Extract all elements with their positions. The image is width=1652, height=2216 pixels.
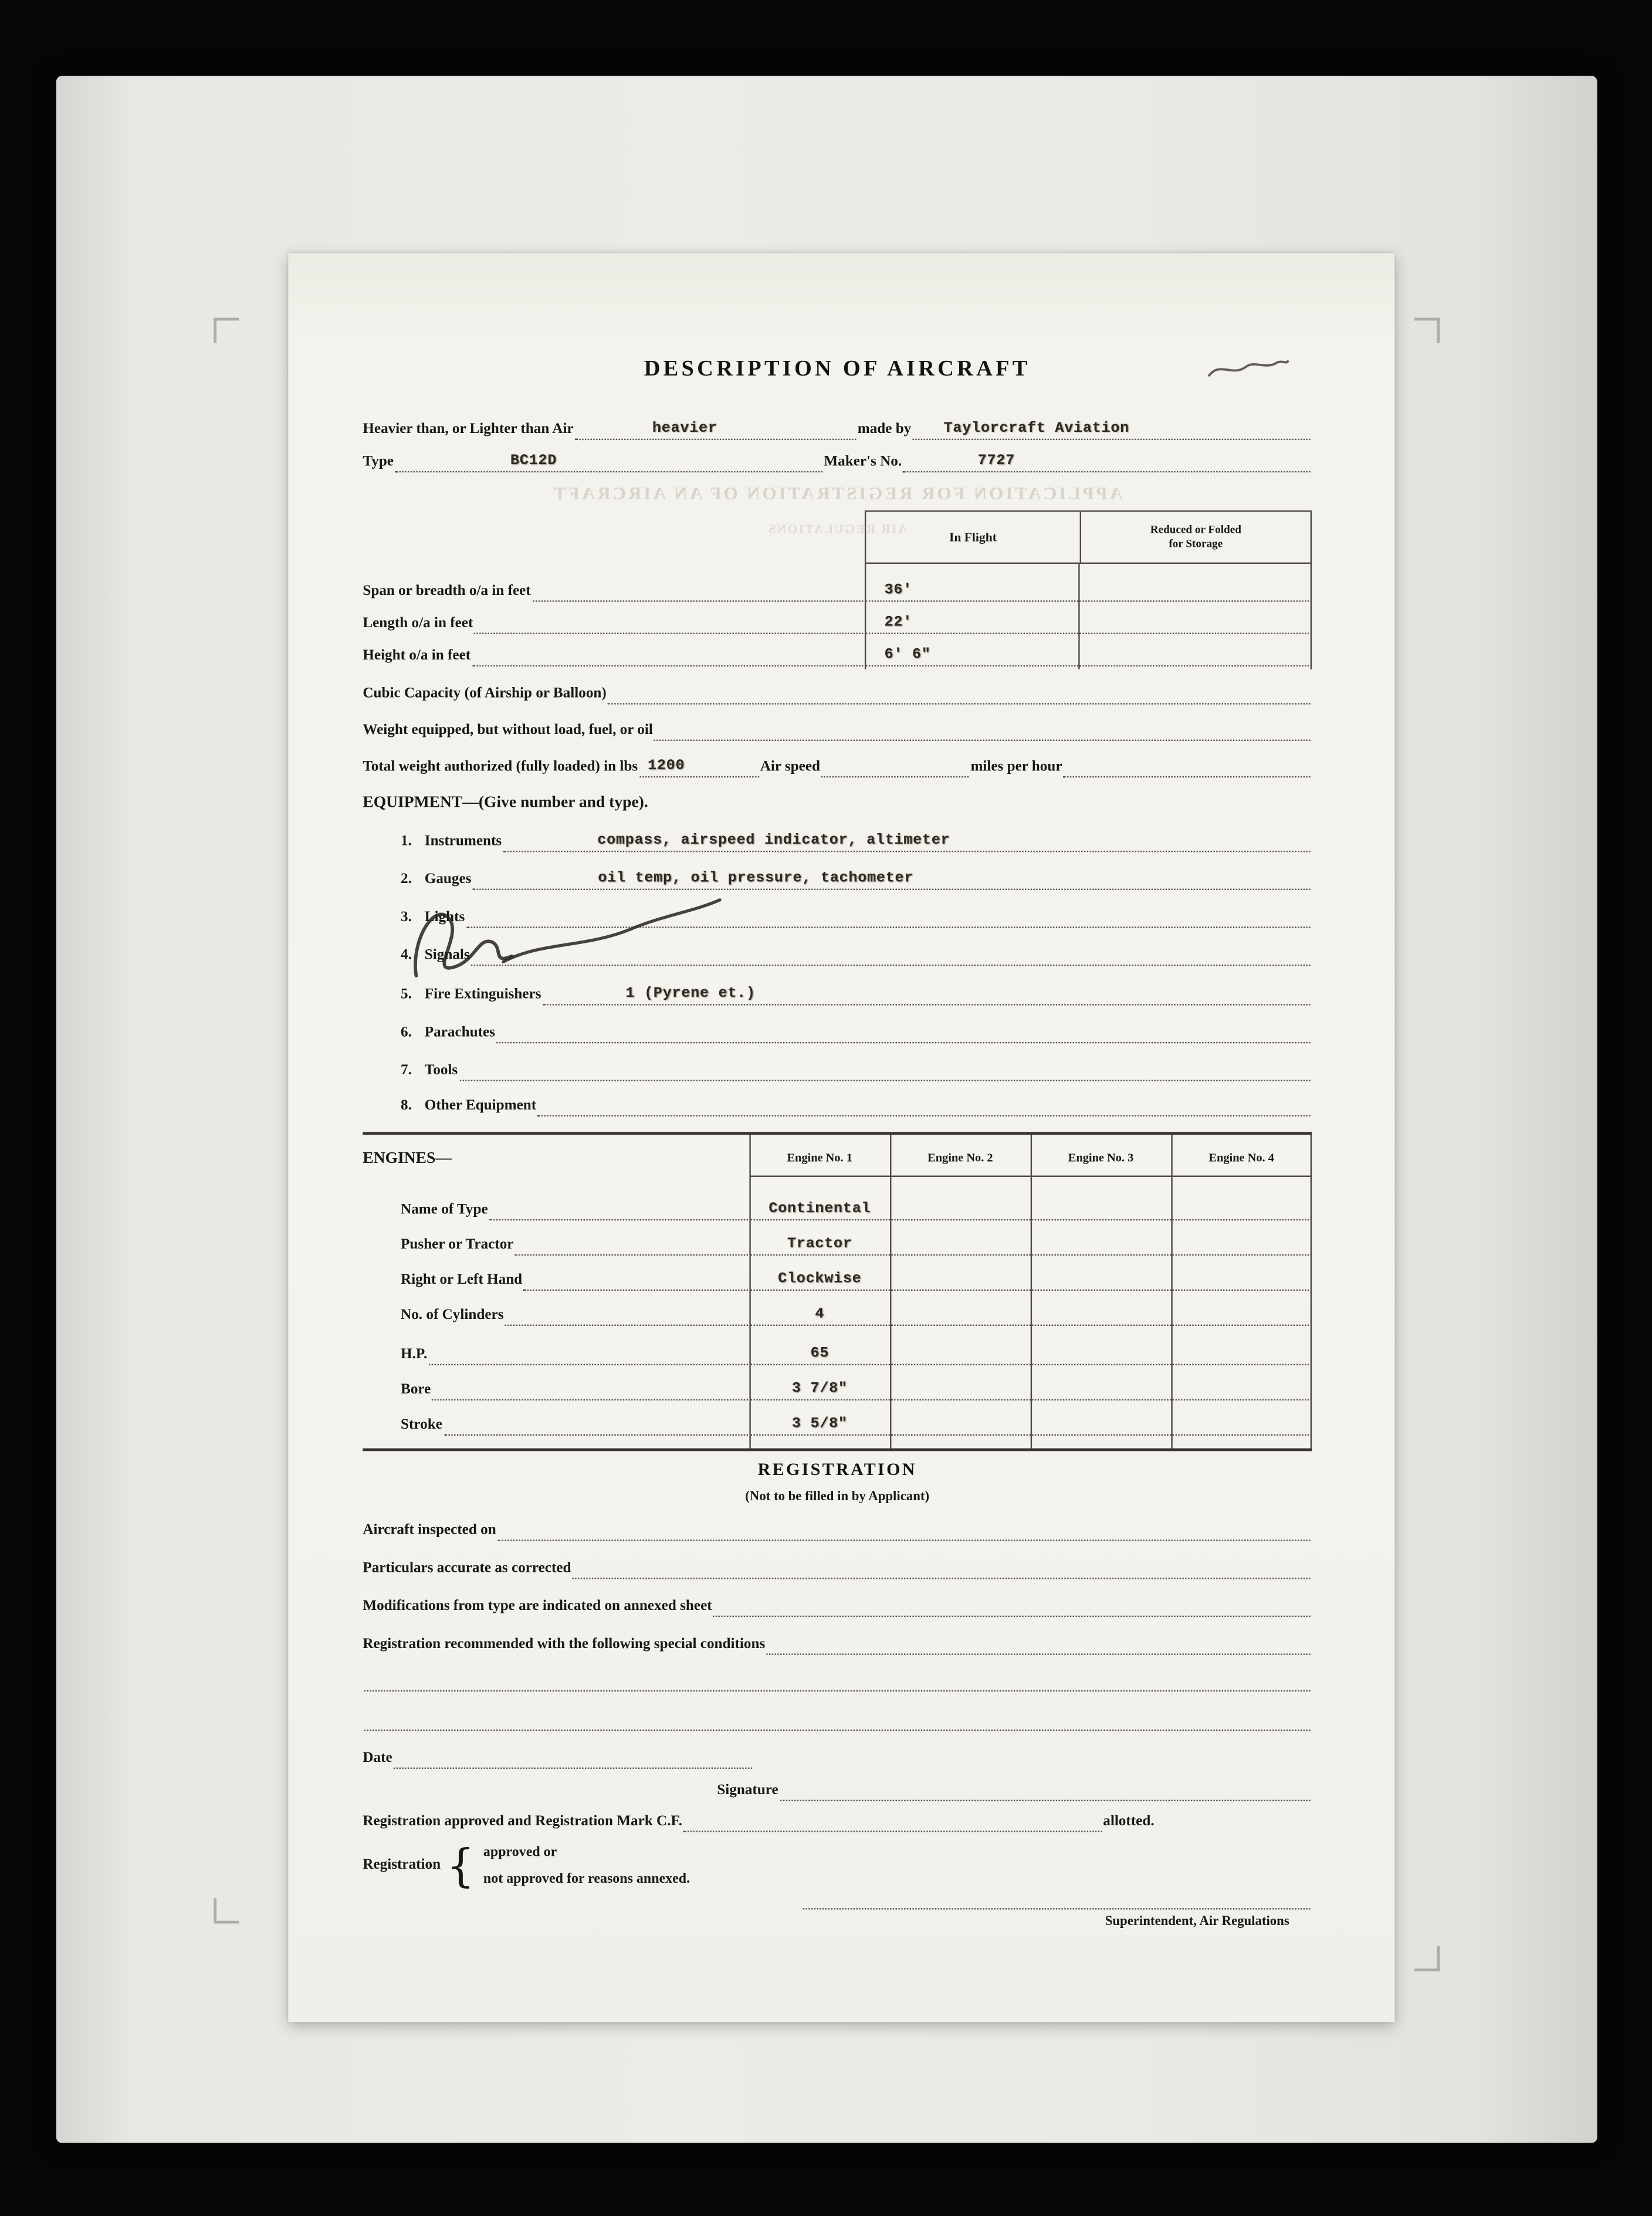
- blank-dotted-line: [363, 1669, 1312, 1691]
- cell-engine-1: [749, 1197, 890, 1221]
- field-label: Gauges: [424, 872, 472, 888]
- typed-value-makers-no: 7727: [977, 452, 1015, 470]
- cell-engine-4: [1171, 1197, 1312, 1221]
- superintendent-caption: [363, 1915, 1312, 1931]
- superintendent-signature-line: [801, 1887, 1312, 1909]
- cell-engine-1: [749, 1341, 890, 1365]
- field-label: Parachutes: [424, 1026, 496, 1041]
- registration-subheading: [363, 1482, 1312, 1507]
- cell-engine-3: [1031, 1341, 1172, 1365]
- table-rule: [890, 1135, 891, 1448]
- field-label: Other Equipment: [424, 1098, 537, 1115]
- row-length: [363, 612, 1312, 634]
- field-type-makers-no: [363, 450, 1312, 472]
- cell-engine-1: [749, 1376, 890, 1400]
- form-content: [363, 253, 1312, 2022]
- heavy-rule: [363, 1132, 1312, 1135]
- field-label: miles per hour: [970, 760, 1062, 776]
- typed-value-made-by: Taylorcraft Aviation: [943, 420, 1129, 438]
- field-total-weight: [363, 755, 1312, 777]
- cell-engine-2: [890, 1267, 1031, 1291]
- table-rule: [1171, 1135, 1172, 1448]
- section-subheading: (Not to be filled in by Applicant): [745, 1490, 930, 1505]
- dotted-line: [459, 1057, 1311, 1081]
- column-header-engine-3: Engine No. 3: [1031, 1138, 1172, 1177]
- row-height: [363, 644, 1312, 667]
- dotted-line: [364, 1707, 1311, 1731]
- field-label: Type: [363, 455, 394, 471]
- dotted-line: [394, 1745, 752, 1769]
- dotted-line: [497, 1517, 1311, 1541]
- cell-engine-4: [1171, 1302, 1312, 1326]
- field-label: Superintendent, Air Regulations: [1105, 1915, 1289, 1930]
- cell-engine-4: [1171, 1341, 1312, 1365]
- engine-row-cylinders: [363, 1304, 1312, 1326]
- equipment-item-gauges: [363, 868, 1312, 890]
- dotted-line: [608, 681, 1310, 705]
- engine-row-pusher-tractor: [363, 1233, 1312, 1256]
- table-rule: [1031, 1135, 1032, 1448]
- dotted-line: [573, 1555, 1311, 1579]
- cell-engine-4: [1171, 1376, 1312, 1400]
- dotted-line: [543, 982, 1311, 1006]
- typed-value-fire-extinguishers: 1 (Pyrene et.): [625, 986, 756, 1003]
- field-special-conditions: [363, 1632, 1312, 1655]
- field-label: Fire Extinguishers: [424, 987, 541, 1003]
- cell-storage: [1078, 642, 1312, 667]
- item-number: 8.: [401, 1098, 412, 1115]
- table-rule: [1311, 1135, 1312, 1448]
- dotted-line: [913, 416, 1311, 440]
- field-label: Total weight authorized (fully loaded) in lbs: [363, 760, 638, 776]
- dotted-line: [489, 1197, 748, 1221]
- field-label: Registration: [363, 1857, 441, 1873]
- cell-engine-1: [749, 1412, 890, 1436]
- section-heading: EQUIPMENT—(Give number and type).: [363, 794, 648, 812]
- field-label: Particulars accurate as corrected: [363, 1561, 571, 1577]
- item-number: 6.: [401, 1026, 412, 1041]
- field-label: Modifications from type are indicated on annexed sheet: [363, 1599, 712, 1615]
- brace-glyph: {: [446, 1838, 475, 1892]
- cell-engine-1: [749, 1232, 890, 1256]
- dotted-line: [472, 642, 864, 667]
- equipment-item-fire-extinguishers: [363, 983, 1312, 1005]
- typed-value-total-weight: 1200: [647, 757, 685, 775]
- equipment-item-parachutes: [363, 1021, 1312, 1043]
- field-label: Name of Type: [401, 1203, 488, 1219]
- typed-value-cylinders: 4: [815, 1306, 825, 1324]
- cell-engine-3: [1031, 1302, 1172, 1326]
- dotted-line: [532, 578, 863, 602]
- engine-row-hp: [363, 1343, 1312, 1365]
- cell-engine-2: [890, 1197, 1031, 1221]
- field-label: Right or Left Hand: [401, 1273, 523, 1289]
- equipment-item-instruments: [363, 830, 1312, 852]
- field-label: Weight equipped, but without load, fuel, or oil: [363, 723, 653, 739]
- dotted-line: [538, 1092, 1311, 1117]
- table-rule: [749, 1135, 750, 1448]
- dotted-line: [473, 866, 1311, 890]
- blank-dotted-line: [363, 1708, 1312, 1731]
- field-aircraft-inspected: [363, 1518, 1312, 1541]
- field-label: Registration recommended with the following special conditions: [363, 1637, 766, 1653]
- cell-engine-4: [1171, 1232, 1312, 1256]
- bleedthrough-text: APPLICATION FOR REGISTRATION OF AN AIRCRAFT: [551, 482, 1123, 503]
- field-modifications: [363, 1595, 1312, 1617]
- field-label: Heavier than, or Lighter than Air: [363, 422, 574, 438]
- registration-approval-block: [363, 1838, 690, 1894]
- column-header-storage: [1080, 512, 1311, 562]
- engine-row-name-of-type: [363, 1198, 1312, 1220]
- field-label: Lights: [424, 910, 465, 926]
- section-heading: REGISTRATION: [757, 1459, 917, 1480]
- handwritten-signature: [405, 883, 728, 996]
- field-label: H.P.: [401, 1348, 428, 1364]
- dotted-line: [471, 942, 1311, 966]
- crop-mark-icon: [214, 1898, 239, 1923]
- paper-outer: [56, 76, 1597, 2143]
- field-date: [363, 1747, 1312, 1769]
- heavy-rule: [363, 1448, 1312, 1451]
- cell-engine-3: [1031, 1376, 1172, 1400]
- field-heavier-lighter: [363, 418, 1312, 440]
- typed-value-span: 36': [884, 582, 912, 599]
- field-cubic-capacity: [363, 682, 1312, 704]
- field-label: made by: [857, 422, 912, 438]
- dotted-line: [503, 828, 1311, 852]
- dotted-line: [821, 754, 969, 778]
- dimensions-table-header: [865, 510, 1312, 564]
- spacer: [1155, 1809, 1312, 1832]
- cell-engine-2: [890, 1412, 1031, 1436]
- typed-value-tractor: Tractor: [787, 1236, 852, 1253]
- cell-engine-2: [890, 1376, 1031, 1400]
- field-label: Bore: [401, 1382, 431, 1399]
- cell-storage: [1078, 578, 1312, 602]
- column-header-engine-2: Engine No. 2: [890, 1138, 1031, 1177]
- equipment-item-other: [363, 1094, 1312, 1117]
- engine-row-stroke: [363, 1413, 1312, 1436]
- field-particulars-accurate: [363, 1557, 1312, 1579]
- cell-storage: [1078, 610, 1312, 634]
- row-span: [363, 579, 1312, 601]
- crop-mark-icon: [1414, 1946, 1440, 1971]
- approval-options: [480, 1844, 690, 1887]
- typed-value-length: 22': [884, 614, 912, 632]
- field-registration-mark: [363, 1809, 1312, 1832]
- cell-engine-4: [1171, 1267, 1312, 1291]
- field-label: Aircraft inspected on: [363, 1523, 496, 1539]
- typed-value-hp: 65: [810, 1345, 830, 1363]
- dotted-line: [767, 1631, 1311, 1655]
- cell-in-flight: [865, 578, 1078, 602]
- option-approved: approved or: [483, 1844, 557, 1860]
- dotted-line: [575, 416, 856, 440]
- field-label: No. of Cylinders: [401, 1308, 504, 1324]
- cell-engine-2: [890, 1341, 1031, 1365]
- page-title: [363, 357, 1312, 383]
- dotted-line: [466, 904, 1311, 928]
- crop-mark-icon: [1414, 318, 1440, 343]
- field-label: Pusher or Tractor: [401, 1238, 514, 1254]
- cell-engine-3: [1031, 1232, 1172, 1256]
- field-label: Span or breadth o/a in feet: [363, 584, 531, 600]
- cell-engine-2: [890, 1302, 1031, 1326]
- cell-engine-3: [1031, 1412, 1172, 1436]
- dotted-line: [505, 1302, 748, 1326]
- dotted-line: [475, 610, 864, 634]
- cell-engine-3: [1031, 1267, 1172, 1291]
- item-number: 7.: [401, 1063, 412, 1080]
- dotted-line: [429, 1341, 748, 1365]
- field-label: Height o/a in feet: [363, 648, 471, 665]
- field-label: Signature: [717, 1783, 778, 1799]
- dotted-line: [515, 1232, 748, 1256]
- engine-row-right-left-hand: [363, 1268, 1312, 1291]
- dotted-line: [903, 449, 1311, 473]
- dotted-line: [524, 1267, 748, 1291]
- equipment-item-tools: [363, 1059, 1312, 1081]
- field-signature: [363, 1779, 1312, 1801]
- column-header-engine-4: Engine No. 4: [1171, 1138, 1312, 1177]
- section-heading: ENGINES—: [363, 1151, 452, 1168]
- cell-engine-2: [890, 1232, 1031, 1256]
- field-label: Tools: [424, 1063, 458, 1080]
- equipment-item-signals: [363, 943, 1312, 966]
- typed-value-rotation: Clockwise: [777, 1271, 862, 1288]
- typed-value-instruments: compass, airspeed indicator, altimeter: [597, 832, 950, 850]
- typed-value-engine-type: Continental: [769, 1200, 871, 1218]
- crop-mark-icon: [214, 318, 239, 343]
- field-label: Air speed: [760, 760, 821, 776]
- dotted-line: [780, 1777, 1311, 1801]
- field-label: allotted.: [1103, 1814, 1155, 1831]
- field-label: Stroke: [401, 1417, 442, 1434]
- dotted-line: [496, 1020, 1310, 1044]
- field-label: Instruments: [424, 834, 502, 850]
- typed-value-gauges: oil temp, oil pressure, tachometer: [598, 870, 914, 888]
- equipment-heading: [363, 791, 1312, 814]
- field-label: Registration approved and Registration Mark C.F.: [363, 1814, 682, 1831]
- column-header-storage-line1: Reduced or Folded: [1150, 523, 1241, 537]
- dotted-line: [1064, 754, 1311, 778]
- field-label: Maker's No.: [824, 455, 902, 471]
- column-header-storage-line2: for Storage: [1169, 537, 1223, 550]
- item-number: 4.: [401, 948, 412, 964]
- item-number: 2.: [401, 872, 412, 888]
- equipment-item-lights: [363, 905, 1312, 928]
- item-number: 5.: [401, 987, 412, 1003]
- dotted-line: [654, 717, 1310, 741]
- typed-value-heavier: heavier: [652, 420, 717, 438]
- cell-engine-1: [749, 1302, 890, 1326]
- dotted-line: [803, 1886, 1310, 1910]
- column-header-engine-1: Engine No. 1: [749, 1138, 890, 1177]
- typed-value-type: BC12D: [510, 452, 557, 470]
- bleedthrough-text: AIR REGULATIONS: [767, 522, 908, 536]
- column-header-in-flight: In Flight: [949, 530, 997, 544]
- typed-value-stroke: 3 5/8": [791, 1416, 848, 1433]
- page-title-text: DESCRIPTION OF AIRCRAFT: [644, 357, 1031, 381]
- typed-value-bore: 3 7/8": [791, 1381, 848, 1398]
- typed-value-height: 6' 6": [884, 647, 931, 664]
- cell-in-flight: [865, 642, 1078, 667]
- dotted-line: [432, 1376, 748, 1400]
- cell-engine-1: [749, 1267, 890, 1291]
- item-number: 3.: [401, 910, 412, 926]
- field-label: Cubic Capacity (of Airship or Balloon): [363, 686, 607, 702]
- field-weight-equipped: [363, 719, 1312, 741]
- dotted-line: [364, 1667, 1311, 1691]
- dotted-line: [683, 1808, 1102, 1832]
- field-label: Length o/a in feet: [363, 616, 473, 632]
- dotted-line: [395, 449, 822, 473]
- form-sheet: [288, 253, 1394, 2022]
- field-label: Signals: [424, 948, 470, 964]
- registration-heading: [363, 1457, 1312, 1482]
- cell-engine-3: [1031, 1197, 1172, 1221]
- dotted-line: [713, 1593, 1311, 1617]
- cell-in-flight: [865, 610, 1078, 634]
- dotted-line: [444, 1412, 748, 1436]
- item-number: 1.: [401, 834, 412, 850]
- engine-row-bore: [363, 1378, 1312, 1400]
- option-not-approved: not approved for reasons annexed.: [483, 1870, 690, 1887]
- dotted-line: [639, 754, 759, 778]
- field-label: Date: [363, 1751, 392, 1767]
- cell-engine-4: [1171, 1412, 1312, 1436]
